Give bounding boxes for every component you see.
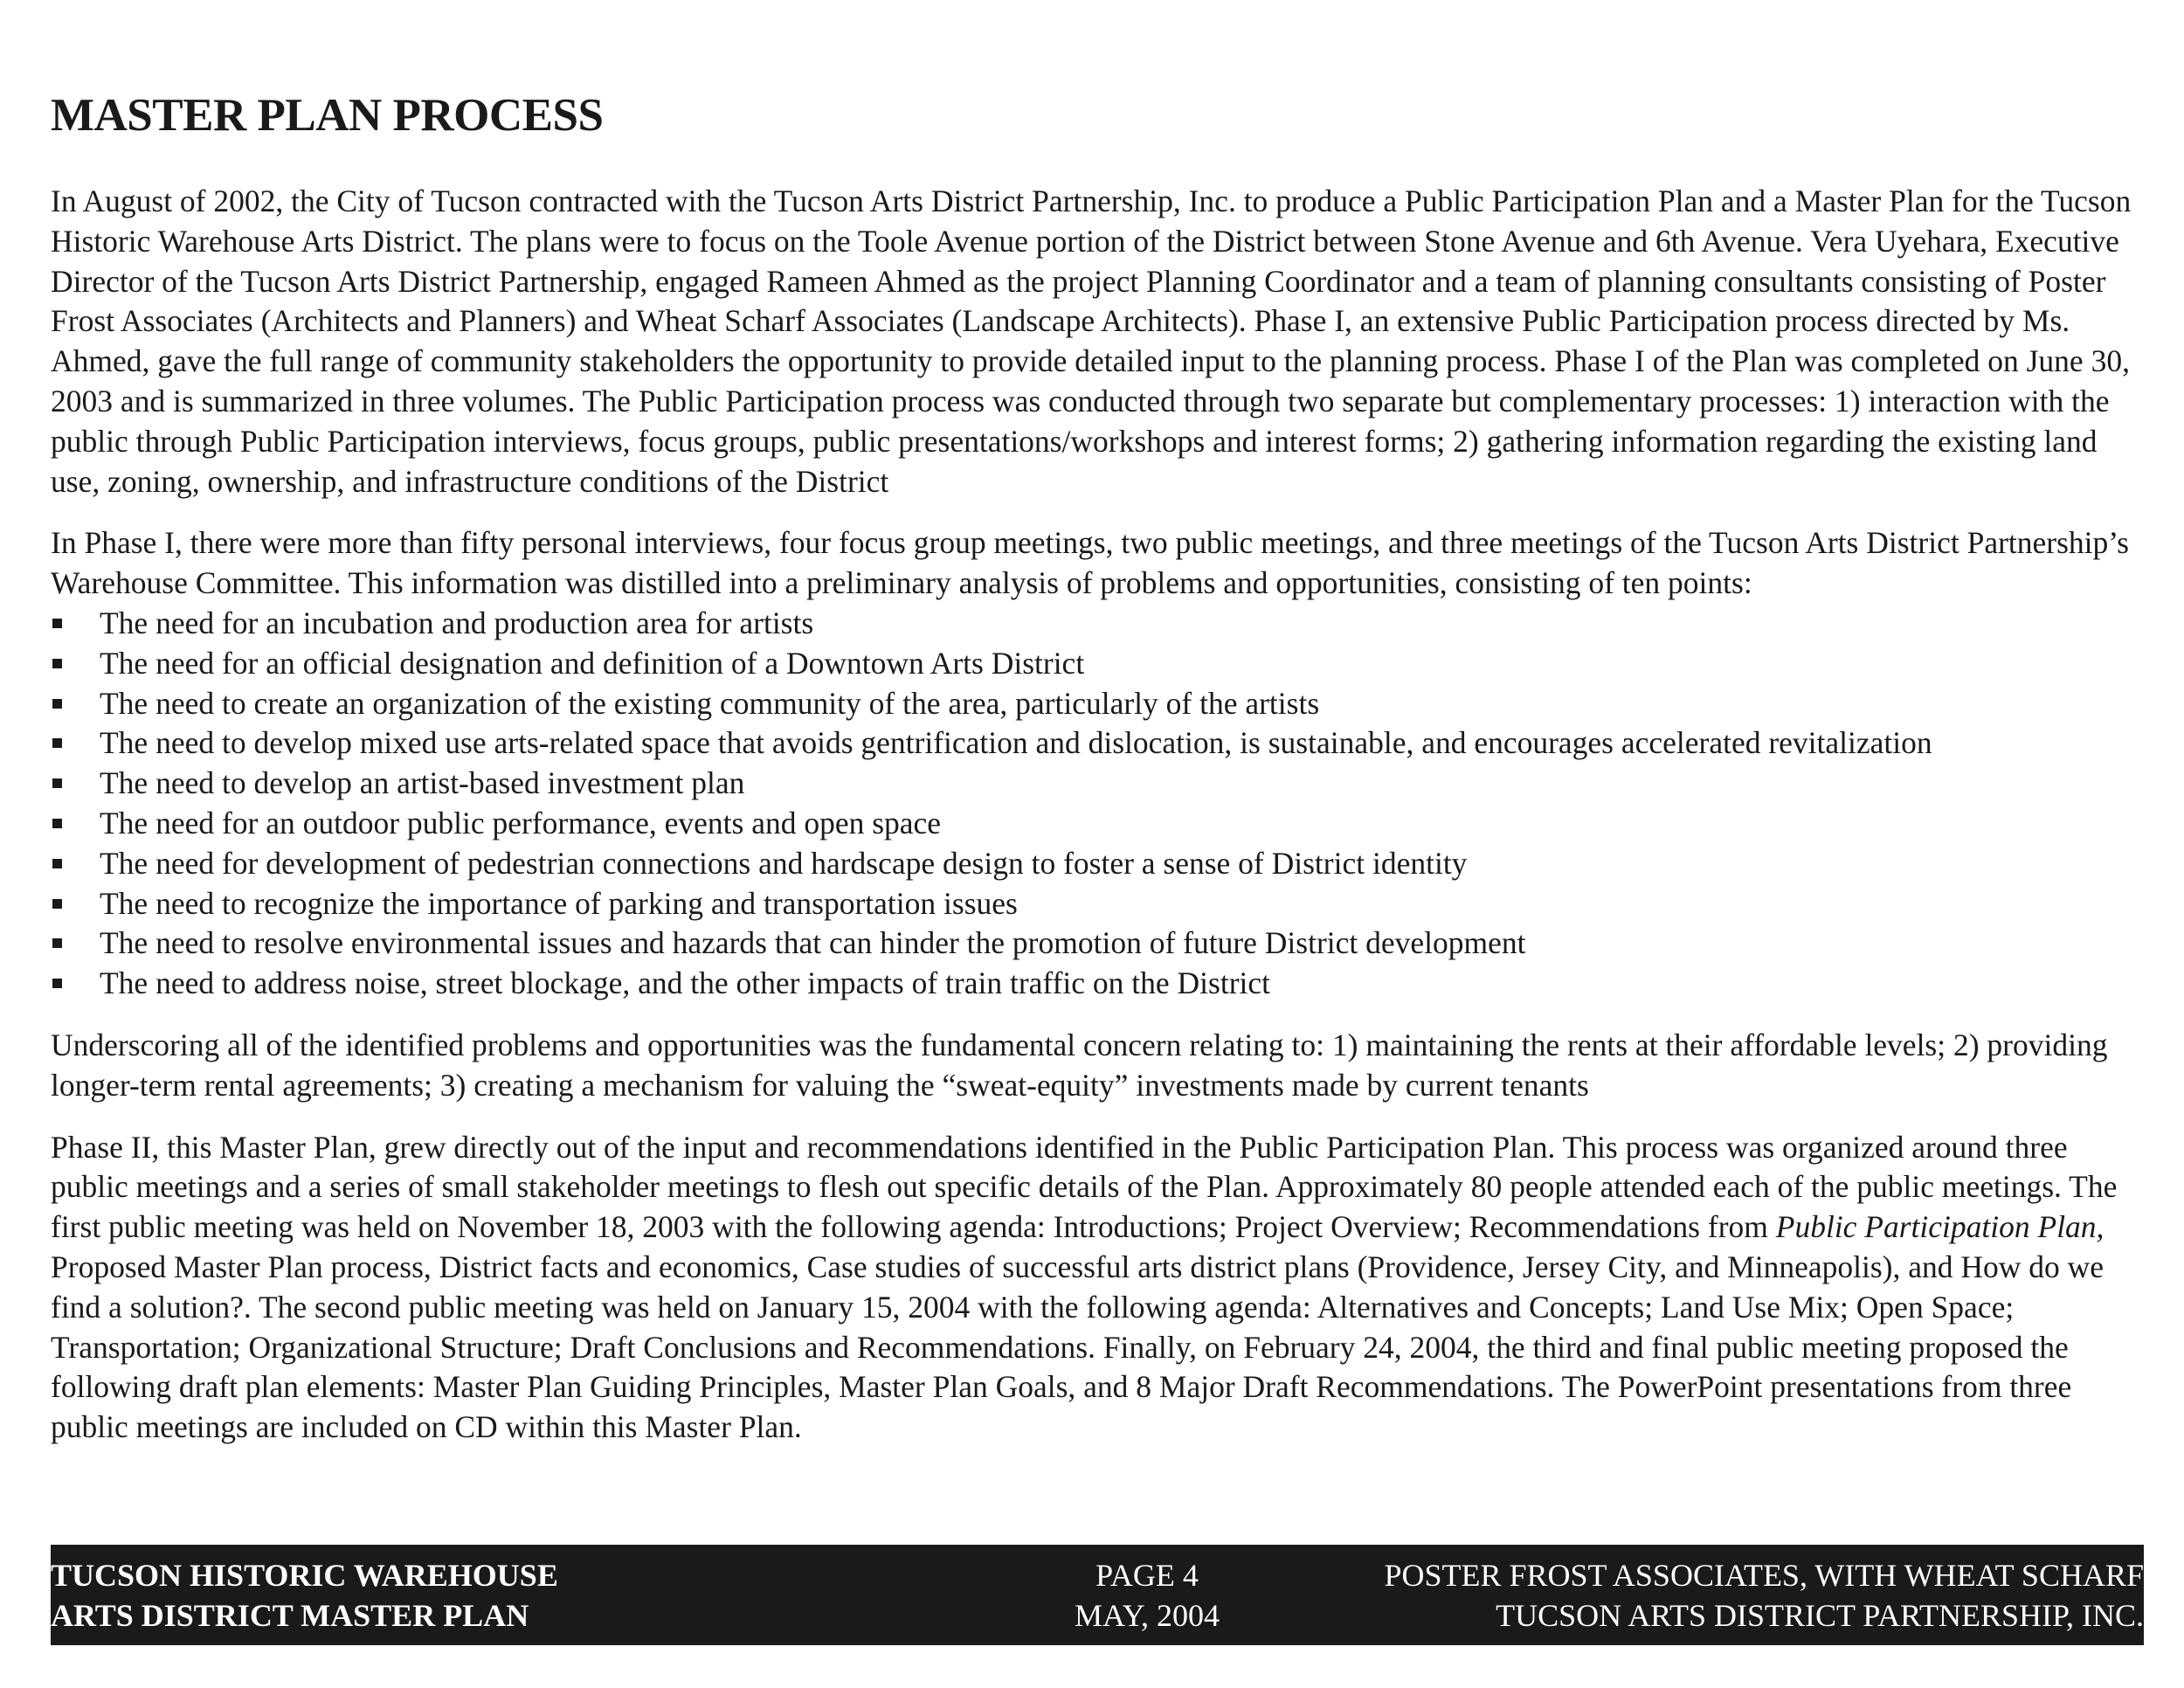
bullet-square-icon [52,899,62,909]
list-item: The need to address noise, street blockage, and the other impacts of train traffic on the District [51,964,2144,1004]
page-title: MASTER PLAN PROCESS [51,90,604,141]
bullet-square-icon [52,938,62,948]
bullet-square-icon [52,659,62,668]
page-number: PAGE 4 [1095,1558,1199,1593]
paragraph-phase-one: In Phase I, there were more than fifty personal interviews, four focus group meetings, two public meetings, and three meetings of the Tucson Arts District Partnership’s Warehouse Committee. This information was distilled into a preliminary analysis of problems and opportunities, consisting of ten points: [51,525,2129,601]
plan-title-italic: Public Participation Plan, [1775,1209,2105,1245]
bullet-square-icon [52,819,62,828]
bullet-square-icon [52,979,62,988]
list-item: The need for an incubation and production area for artists [51,604,2144,644]
paragraph-underscoring: Underscoring all of the identified problems and opportunities was the fundamental concern relating to: 1) maintaining the rents at their affordable levels; 2) providing longer-term rental agreements; 3) creating a mechanism for valuing the “sweat-equity” investments made by current tenants [51,1027,2108,1103]
bullet-square-icon [52,859,62,868]
bullet-square-icon [52,699,62,709]
bullet-square-icon [52,738,62,748]
paragraph-intro: In August of 2002, the City of Tucson contracted with the Tucson Arts District Partnership, Inc. to produce a Public Participation Plan and a Master Plan for the Tucson Historic Warehouse Arts District. The plans were to focus on the Toole Avenue portion of the District between Stone Avenue and 6th Avenue. Vera Uyehara, Executive Director of the Tucson Arts District Partnership, engaged Rameen Ahmed as the project Planning Coordinator and a team of planning consultants consisting of Poster Frost Associates (Architects and Planners) and Wheat Scharf Associates (Landscape Architects). Phase I, an extensive Public Participation process directed by Ms. Ahmed, gave the full range of community stakeholders the opportunity to provide detailed input to the planning process. Phase I of the Plan was completed on June 30, 2003 and is summarized in three volumes. The Public Participation process was conducted through two separate but complementary processes: 1) interaction with the public through Public Participation interviews, focus groups, public presentations/workshops and interest forms; 2) gathering information regarding the existing land use, zoning, ownership, and infrastructure conditions of the District [51,183,2132,499]
list-item: The need to resolve environmental issues and hazards that can hinder the promotion of future District development [51,924,2144,964]
footer-authors: POSTER FROST ASSOCIATES, WITH WHEAT SCHARF TUCSON ARTS DISTRICT PARTNERSHIP, INC. [1384,1558,2144,1633]
footer-page-info [985,1555,1309,1636]
list-item: The need for an official designation and definition of a Downtown Arts District [51,644,2144,684]
footer-project-name: TUCSON HISTORIC WAREHOUSE ARTS DISTRICT MASTER PLAN [51,1558,558,1633]
problems-list [51,604,2144,1004]
list-item: The need for development of pedestrian connections and hardscape design to foster a sense of District identity [51,844,2144,884]
paragraph-phase-two: Phase II, this Master Plan, grew directly out of the input and recommendations identified in the Public Participation Plan. This process was organized around three public meetings and a series of small stakeholder meetings to flesh out specific details of the Plan. Approximately 80 people attended each of the public meetings. The first public meeting was held on November 18, 2003 with the following agenda: Introductions; Project Overview; Recommendations from Public Participation Plan, Proposed Master Plan process, District facts and economics, Case studies of successful arts district plans (Providence, Jersey City, and Minneapolis), and How do we find a solution?. The second public meeting was held on January 15, 2004 with the following agenda: Alternatives and Concepts; Land Use Mix; Open Space; Transportation; Organizational Structure; Draft Conclusions and Recommendations. Finally, on February 24, 2004, the third and final public meeting proposed the following draft plan elements: Master Plan Guiding Principles, Master Plan Goals, and 8 Major Draft Recommendations. The PowerPoint presentations from three public meetings are included on CD within this Master Plan. [51,1129,2118,1445]
list-item: The need to create an organization of the existing community of the area, particularly of the artists [51,684,2144,724]
footer-bar [51,1545,2144,1645]
publish-date: MAY, 2004 [1074,1598,1220,1633]
list-item: The need to develop an artist-based investment plan [51,764,2144,804]
list-item: The need to recognize the importance of parking and transportation issues [51,884,2144,924]
page-content [51,87,2144,1470]
bullet-square-icon [52,619,62,628]
list-item: The need to develop mixed use arts-related space that avoids gentrification and dislocation, is sustainable, and encourages accelerated revitalization [51,723,2144,764]
bullet-square-icon [52,778,62,788]
list-item: The need for an outdoor public performance, events and open space [51,804,2144,844]
